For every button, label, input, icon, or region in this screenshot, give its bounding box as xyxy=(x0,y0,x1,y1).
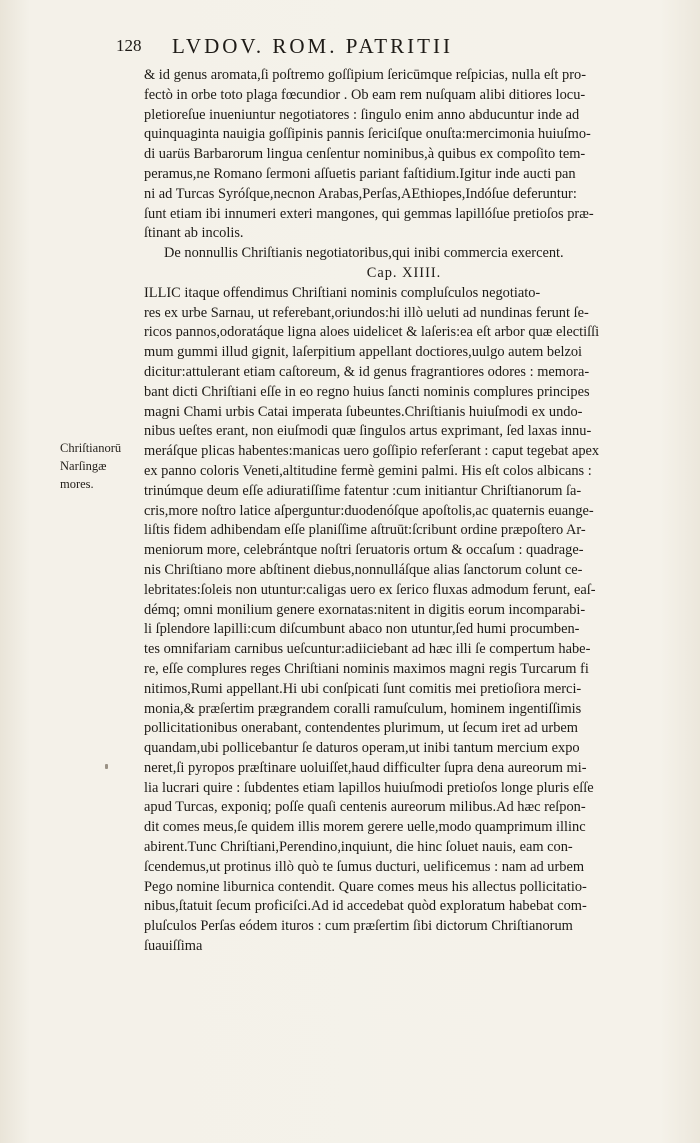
text-line: ILLIC itaque offendimus Chriſtiani nominis compluſculos negotiato- xyxy=(144,284,541,301)
text-line: re, eſſe complures reges Chriſtiani nominis maximos magni regis Turcarum fi xyxy=(144,660,589,677)
text-line: mum gummi illud gignit, laſerpitium appellant doctiores,uulgo autem belzoi xyxy=(144,344,583,361)
text-line: ſcendemus,ut protinus illò quò te ſumus ducturi, uelificemus : nam ad urbem xyxy=(144,858,585,875)
text-line: lia lucrari quire : ſubdentes etiam lapillos huiuſmodi pretioſos longe pluris eſſe xyxy=(144,779,594,796)
text-line: quinquaginta nauigia goſſipinis pannis ſericiſque onuſta:mercimonia huiuſmo- xyxy=(144,126,591,143)
margin-note-line: Chriſtianorū xyxy=(60,441,122,455)
catchword xyxy=(144,957,664,977)
text-line: monia,& præſertim prægrandem coralli ramuſculum, hominem ingentiſſimis xyxy=(144,700,582,717)
text-line: ricos pannos,odoratáque ligna aloes uidelicet & laſeris:ea eſt arbor quæ electiſſi xyxy=(144,324,600,341)
text-line: pletioreſue inueniuntur negotiatores : ſingulo enim anno abducuntur inde ad xyxy=(144,106,580,123)
margin-note-line: Narſingæ xyxy=(60,459,107,473)
text-line: meniorum more, celebrántque noſtri ſeruatoris ortum & occaſum : quadrage- xyxy=(144,542,584,559)
text-line: nitimos,Rumi appellant.Hi ubi conſpicati ſunt comitis mei pretioſiora merci- xyxy=(144,680,582,697)
text-line: fectò in orbe toto plaga fœcundior . Ob eam rem nuſquam alibi ditiores locu- xyxy=(144,86,586,103)
text-line: magni Chami urbis Catai imperata ſubeuntes.Chriſtianis huiuſmodi ex undo- xyxy=(144,403,583,420)
text-line: neret,ſi pyropos præſtinare uoluiſſet,haud difficulter ſupra dena aureorum mi- xyxy=(144,759,587,776)
margin-note xyxy=(60,439,140,493)
running-head: LVDOV. ROM. PATRITII xyxy=(172,34,453,58)
text-line: ex panno coloris Veneti,altitudine fermè gemini palmi. His eſt colos albicans : xyxy=(144,462,592,479)
ink-mark xyxy=(105,764,108,769)
text-line: peramus,ne Romano ſermoni aſſuetis pariant faſtidium.Igitur inde aucti pan xyxy=(144,165,576,182)
text-line: nibus,ſtatuit ſecum proficiſci.Ad id accedebat quòd exploratum habebat com- xyxy=(144,898,587,915)
text-line: pollicitationibus onerabant, contendentes plurimum, ut ſecum iret ad urbem xyxy=(144,720,579,737)
text-line: ſtinant ab incolis. xyxy=(144,225,244,242)
text-line: dit comes meus,ſe quidem illis morem gerere uelle,modo quamprimum illinc xyxy=(144,819,586,836)
margin-note-line: mores. xyxy=(60,477,94,491)
text-line: ſuauiſſima xyxy=(144,938,203,955)
text-line: res ex urbe Sarnau, ut referebant,oriundos:hi illò ueluti ad nundinas ferunt ſe- xyxy=(144,304,589,321)
text-line: tes omnifariam carnibus ueſcuntur:adiiciebant ad hæc illi ſe compertum habe- xyxy=(144,641,591,658)
text-line: bant dicti Chriſtiani eſſe in eo regno huius ſancti nominis complures principes xyxy=(144,383,590,400)
text-line: ſunt etiam ibi innumeri exteri mangones, qui gemmas lapillóſue pretioſos præ- xyxy=(144,205,594,222)
text-line: abirent.Tunc Chriſtiani,Perendino,inquiunt, die hinc ſoluet nauis, eam con- xyxy=(144,839,573,856)
page-header xyxy=(116,36,636,66)
main-text-block xyxy=(144,66,664,977)
text-line: li ſplendore lapilli:cum diſcumbunt abaco non utuntur,ſed humi procumben- xyxy=(144,621,580,638)
text-line: & id genus aromata,ſi poſtremo goſſipium ſericūmque reſpicias, nulla eſt pro- xyxy=(144,67,586,83)
text-line: Pego nomine liburnica contendit. Quare comes meus his allectus pollicitatio- xyxy=(144,878,587,895)
text-line: démq; omni monilium genere exornatas:nitent in digitis eorum incomparabi- xyxy=(144,601,586,618)
text-line: cris,more noſtro latice aſperguntur:duodenóſque apoſtolis,ac quaternis euange- xyxy=(144,502,594,519)
text-line: trinúmque deum eſſe adiuratiſſime fatentur :cum initiantur Chriſtianorum ſa- xyxy=(144,482,582,499)
text-line: quandam,ubi pollicebantur ſe daturos operam,ut inibi tantum mercium expo xyxy=(144,740,580,757)
text-line: liſtis fidem adhibendam eſſe planiſſime aſtruūt:ſcribunt ordine præpoſtero Ar- xyxy=(144,522,586,539)
text-line: ni ad Turcas Syróſque,necnon Arabas,Perſas,AEthiopes,Indóſue deferuntur: xyxy=(144,185,577,202)
text-line: di uarüs Barbarorum lingua cenſentur nominibus,à quibus ex compoſito tem- xyxy=(144,146,586,163)
text-line: dicitur:attulerant etiam caſtoreum, & id genus fragrantiores odores : memora- xyxy=(144,363,590,380)
text-line: meráſque plicas habentes:manicas uero goſſipio referſerant : caput tegebat apex xyxy=(144,443,600,460)
chapter-number: Cap. XIIII. xyxy=(366,264,442,281)
text-line: lebritates:ſoleis non utuntur:caligas uero ex ſerico fluxas admodum ferunt, eaſ- xyxy=(144,581,596,598)
text-line: nis Chriſtiano more abſtinent diebus,nonnulláſque alias ſanctorum colunt ce- xyxy=(144,561,583,578)
chapter-title: De nonnullis Chriſtianis negotiatoribus,qui inibi commercia exercent. xyxy=(164,245,564,262)
text-line: apud Turcas, exponiq; poſſe quaſi centenis aureorum milibus.Ad hæc reſpon- xyxy=(144,799,586,816)
text-line: nibus ueſtes erant, non eiuſmodi quæ ſingulos artus exprimant, ſed laxas innu- xyxy=(144,423,592,440)
page-number: 128 xyxy=(116,36,142,55)
text-line: pluſculos Perſas eódem ituros : cum præſertim ſibi dictorum Chriſtianorum xyxy=(144,918,573,935)
